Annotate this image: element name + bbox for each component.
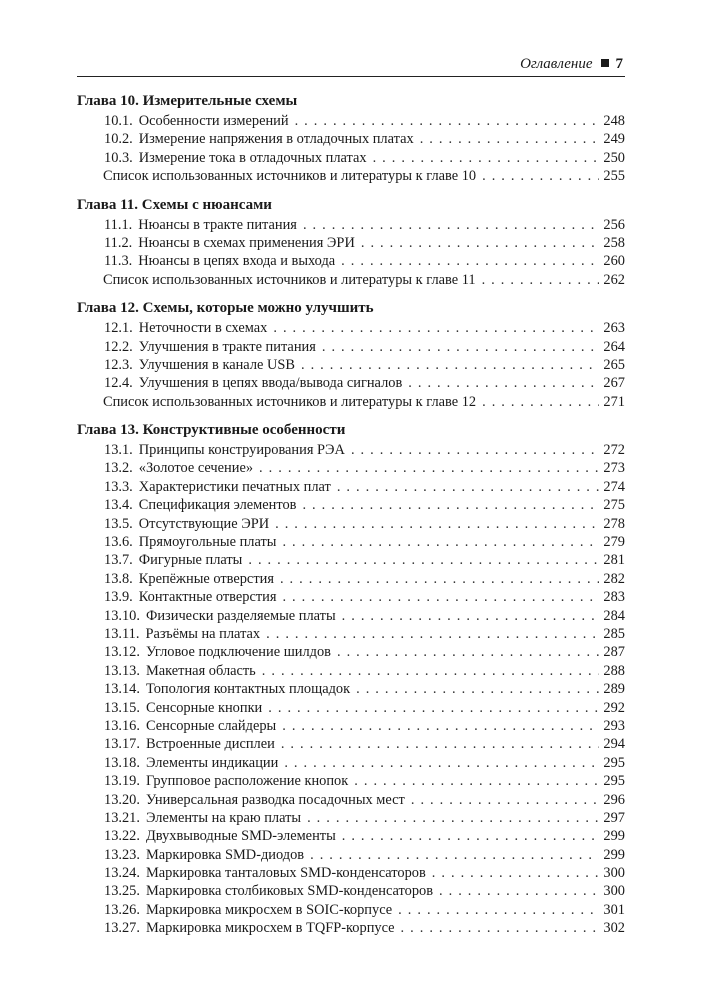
entry-title: Характеристики печатных плат <box>138 478 331 495</box>
toc-entry[interactable] <box>77 234 625 252</box>
entry-page-number: 287 <box>603 644 625 661</box>
dot-leader <box>281 735 599 753</box>
entry-page-number: 255 <box>603 168 625 185</box>
entry-page-number: 301 <box>603 901 625 918</box>
entry-page-number: 296 <box>603 791 625 808</box>
toc-entry[interactable] <box>77 680 625 698</box>
entry-number: 13.24. <box>104 865 140 882</box>
toc-entry[interactable] <box>77 919 625 937</box>
toc-entry[interactable] <box>77 533 625 551</box>
toc-entry[interactable] <box>77 588 625 606</box>
entry-title: Элементы на краю платы <box>145 809 302 826</box>
entry-title: Отсутствующие ЭРИ <box>138 515 270 532</box>
entry-title: Маркировка микросхем в SOIC-корпусе <box>145 901 393 918</box>
entry-number: 13.6. <box>104 534 133 551</box>
entry-title: Список использованных источников и литературы к главе 10 <box>103 168 477 185</box>
dot-leader <box>266 625 599 643</box>
entry-number: 13.1. <box>104 442 133 459</box>
entry-page-number: 281 <box>603 552 625 569</box>
toc-entry[interactable] <box>77 478 625 496</box>
toc-chapter <box>77 421 625 938</box>
entry-page-number: 249 <box>603 131 625 148</box>
entry-number: 13.9. <box>104 589 133 606</box>
entry-page-number: 279 <box>603 534 625 551</box>
dot-leader <box>307 809 599 827</box>
dot-leader <box>439 882 599 900</box>
entry-title: Улучшения в цепях ввода/вывода сигналов <box>138 375 403 392</box>
dot-leader <box>337 643 599 661</box>
dot-leader <box>280 570 599 588</box>
entry-number: 13.16. <box>104 717 140 734</box>
toc-entry[interactable] <box>77 735 625 753</box>
entry-number: 11.3. <box>104 253 133 270</box>
entry-number: 13.17. <box>104 736 140 753</box>
entry-title: Нюансы в тракте питания <box>138 216 297 233</box>
dot-leader <box>295 112 599 130</box>
entry-page-number: 295 <box>603 773 625 790</box>
running-head <box>520 56 623 73</box>
toc-entry[interactable] <box>77 252 625 270</box>
toc-entry[interactable] <box>77 717 625 735</box>
entry-number: 13.11. <box>104 625 140 642</box>
entry-page-number: 256 <box>603 216 625 233</box>
entry-number: 13.8. <box>104 570 133 587</box>
entry-title: Встроенные дисплеи <box>145 736 275 753</box>
entry-title: Фигурные платы <box>138 552 243 569</box>
dot-leader <box>373 149 599 167</box>
entry-page-number: 264 <box>603 338 625 355</box>
entry-title: Измерение тока в отладочных платах <box>138 149 367 166</box>
entry-page-number: 300 <box>603 865 625 882</box>
entry-title: Универсальная разводка посадочных мест <box>145 791 405 808</box>
dot-leader <box>420 130 599 148</box>
entry-number: 13.23. <box>104 846 140 863</box>
entry-page-number: 302 <box>603 920 625 937</box>
dot-leader <box>482 167 599 185</box>
entry-page-number: 274 <box>603 478 625 495</box>
entry-page-number: 295 <box>603 754 625 771</box>
entry-page-number: 285 <box>603 625 625 642</box>
entry-number: 13.21. <box>104 809 140 826</box>
square-bullet-icon <box>601 59 609 67</box>
entry-page-number: 265 <box>603 356 625 373</box>
entry-page-number: 292 <box>603 699 625 716</box>
entry-page-number: 297 <box>603 809 625 826</box>
entry-page-number: 248 <box>603 113 625 129</box>
entry-title: Нюансы в цепях входа и выхода <box>138 253 336 270</box>
entry-number: 13.2. <box>104 460 133 477</box>
dot-leader <box>351 441 599 459</box>
entry-title: Список использованных источников и литературы к главе 12 <box>103 393 477 410</box>
entry-page-number: 282 <box>603 570 625 587</box>
dot-leader <box>482 393 599 411</box>
entry-title: Маркировка столбиковых SMD-конденсаторов <box>145 883 434 900</box>
entry-number: 11.2. <box>104 234 133 251</box>
entry-number: 13.15. <box>104 699 140 716</box>
entry-title: Нюансы в схемах применения ЭРИ <box>138 234 355 251</box>
entry-page-number: 299 <box>603 846 625 863</box>
entry-page-number: 262 <box>603 271 625 288</box>
entry-title: Спецификация элементов <box>138 497 297 514</box>
toc-entry[interactable] <box>77 901 625 919</box>
dot-leader <box>275 515 599 533</box>
entry-title: Угловое подключение шилдов <box>145 644 331 661</box>
toc-entry[interactable] <box>77 882 625 900</box>
toc-entry[interactable] <box>77 112 625 130</box>
dot-leader <box>408 374 599 392</box>
entry-number: 10.1. <box>104 113 133 129</box>
entry-number: 12.1. <box>104 320 133 337</box>
dot-leader <box>342 827 599 845</box>
entry-number: 13.27. <box>104 920 140 937</box>
entry-number: 10.3. <box>104 149 133 166</box>
toc-references-entry[interactable] <box>77 393 625 411</box>
entry-title: Принципы конструирования РЭА <box>138 442 345 459</box>
entry-page-number: 250 <box>603 149 625 166</box>
dot-leader <box>432 864 599 882</box>
toc-entry[interactable] <box>77 607 625 625</box>
entry-page-number: 271 <box>603 393 625 410</box>
entry-title: Сенсорные кнопки <box>145 699 263 716</box>
entry-number: 13.14. <box>104 681 140 698</box>
toc-references-entry[interactable] <box>77 271 625 289</box>
entry-number: 13.25. <box>104 883 140 900</box>
toc-entry[interactable] <box>77 625 625 643</box>
table-of-contents <box>77 92 625 948</box>
entry-number: 13.13. <box>104 662 140 679</box>
dot-leader <box>337 478 599 496</box>
entry-page-number: 260 <box>603 253 625 270</box>
entry-title: «Золотое сечение» <box>138 460 254 477</box>
entry-page-number: 275 <box>603 497 625 514</box>
entry-title: Крепёжные отверстия <box>138 570 274 587</box>
entry-page-number: 258 <box>603 234 625 251</box>
dot-leader <box>303 216 599 234</box>
toc-entry[interactable] <box>77 319 625 337</box>
entry-number: 12.3. <box>104 356 133 373</box>
dot-leader <box>342 607 599 625</box>
toc-entry[interactable] <box>77 551 625 569</box>
entry-number: 13.18. <box>104 754 140 771</box>
entry-title: Элементы индикации <box>145 754 279 771</box>
toc-entry[interactable] <box>77 662 625 680</box>
dot-leader <box>401 919 599 937</box>
dot-leader <box>282 588 599 606</box>
entry-title: Двухвыводные SMD-элементы <box>145 828 336 845</box>
dot-leader <box>259 459 599 477</box>
dot-leader <box>322 338 599 356</box>
entry-page-number: 278 <box>603 515 625 532</box>
dot-leader <box>398 901 599 919</box>
page-header <box>77 48 625 77</box>
toc-entry[interactable] <box>77 496 625 514</box>
entry-title: Список использованных источников и литературы к главе 11 <box>103 271 476 288</box>
entry-number: 13.12. <box>104 644 140 661</box>
entry-title: Сенсорные слайдеры <box>145 717 277 734</box>
toc-entry[interactable] <box>77 441 625 459</box>
entry-title: Неточности в схемах <box>138 320 268 337</box>
entry-number: 12.2. <box>104 338 133 355</box>
toc-entry[interactable] <box>77 149 625 167</box>
entry-number: 13.7. <box>104 552 133 569</box>
dot-leader <box>341 252 599 270</box>
entry-title: Улучшения в канале USB <box>138 356 295 373</box>
entry-title: Групповое расположение кнопок <box>145 773 349 790</box>
entry-page-number: 293 <box>603 717 625 734</box>
dot-leader <box>310 846 599 864</box>
dot-leader <box>284 754 599 772</box>
entry-number: 11.1. <box>104 216 133 233</box>
toc-entry[interactable] <box>77 754 625 772</box>
entry-title: Измерение напряжения в отладочных платах <box>138 131 414 148</box>
toc-entry[interactable] <box>77 515 625 533</box>
toc-entry[interactable] <box>77 809 625 827</box>
entry-page-number: 284 <box>603 607 625 624</box>
entry-page-number: 267 <box>603 375 625 392</box>
toc-chapter <box>77 196 625 290</box>
dot-leader <box>262 662 599 680</box>
entry-page-number: 263 <box>603 320 625 337</box>
dot-leader <box>302 496 599 514</box>
entry-page-number: 273 <box>603 460 625 477</box>
chapter-title[interactable]: Глава 10. Измерительные схемы <box>77 93 298 109</box>
entry-number: 13.4. <box>104 497 133 514</box>
toc-entry[interactable] <box>77 864 625 882</box>
dot-leader <box>354 772 599 790</box>
entry-number: 13.5. <box>104 515 133 532</box>
toc-entry[interactable] <box>77 827 625 845</box>
toc-entry[interactable] <box>77 374 625 392</box>
running-head-title: Оглавление <box>520 56 593 72</box>
toc-entry[interactable] <box>77 356 625 374</box>
chapter-title[interactable]: Глава 12. Схемы, которые можно улучшить <box>77 300 374 317</box>
dot-leader <box>482 271 599 289</box>
toc-entry[interactable] <box>77 791 625 809</box>
dot-leader <box>268 699 599 717</box>
entry-page-number: 299 <box>603 828 625 845</box>
entry-number: 13.22. <box>104 828 140 845</box>
entry-number: 13.19. <box>104 773 140 790</box>
entry-title: Топология контактных площадок <box>145 681 351 698</box>
entry-page-number: 300 <box>603 883 625 900</box>
chapter-title[interactable]: Глава 13. Конструктивные особенности <box>77 422 346 439</box>
entry-number: 13.3. <box>104 478 133 495</box>
dot-leader <box>248 551 599 569</box>
entry-title: Маркировка SMD-диодов <box>145 846 305 863</box>
dot-leader <box>273 319 599 337</box>
dot-leader <box>282 533 599 551</box>
entry-title: Контактные отверстия <box>138 589 277 606</box>
entry-number: 10.2. <box>104 131 133 148</box>
entry-title: Улучшения в тракте питания <box>138 338 316 355</box>
toc-chapter <box>77 92 625 186</box>
toc-entry[interactable] <box>77 130 625 148</box>
entry-number: 12.4. <box>104 375 133 392</box>
toc-chapter <box>77 299 625 411</box>
entry-title: Маркировка микросхем в TQFP-корпусе <box>145 920 395 937</box>
toc-entry[interactable] <box>77 338 625 356</box>
toc-references-entry[interactable] <box>77 167 625 185</box>
toc-entry[interactable] <box>77 772 625 790</box>
toc-entry[interactable] <box>77 570 625 588</box>
dot-leader <box>361 234 599 252</box>
entry-number: 13.26. <box>104 901 140 918</box>
entry-number: 13.20. <box>104 791 140 808</box>
entry-title: Физически разделяемые платы <box>145 607 336 624</box>
chapter-title[interactable]: Глава 11. Схемы с нюансами <box>77 196 272 213</box>
entry-page-number: 294 <box>603 736 625 753</box>
entry-title: Разъёмы на платах <box>145 625 261 642</box>
entry-title: Прямоугольные платы <box>138 534 277 551</box>
entry-title: Макетная область <box>145 662 256 679</box>
entry-title: Маркировка танталовых SMD-конденсаторов <box>145 865 426 882</box>
entry-page-number: 272 <box>603 442 625 459</box>
dot-leader <box>411 791 599 809</box>
entry-title: Особенности измерений <box>138 113 289 129</box>
dot-leader <box>282 717 599 735</box>
entry-number: 13.10. <box>104 607 140 624</box>
toc-entry[interactable] <box>77 216 625 234</box>
dot-leader <box>356 680 599 698</box>
dot-leader <box>301 356 599 374</box>
entry-page-number: 283 <box>603 589 625 606</box>
toc-entry[interactable] <box>77 643 625 661</box>
page-number: 7 <box>615 56 623 72</box>
entry-page-number: 289 <box>603 681 625 698</box>
toc-entry[interactable] <box>77 846 625 864</box>
toc-entry[interactable] <box>77 699 625 717</box>
toc-entry[interactable] <box>77 459 625 477</box>
entry-page-number: 288 <box>603 662 625 679</box>
